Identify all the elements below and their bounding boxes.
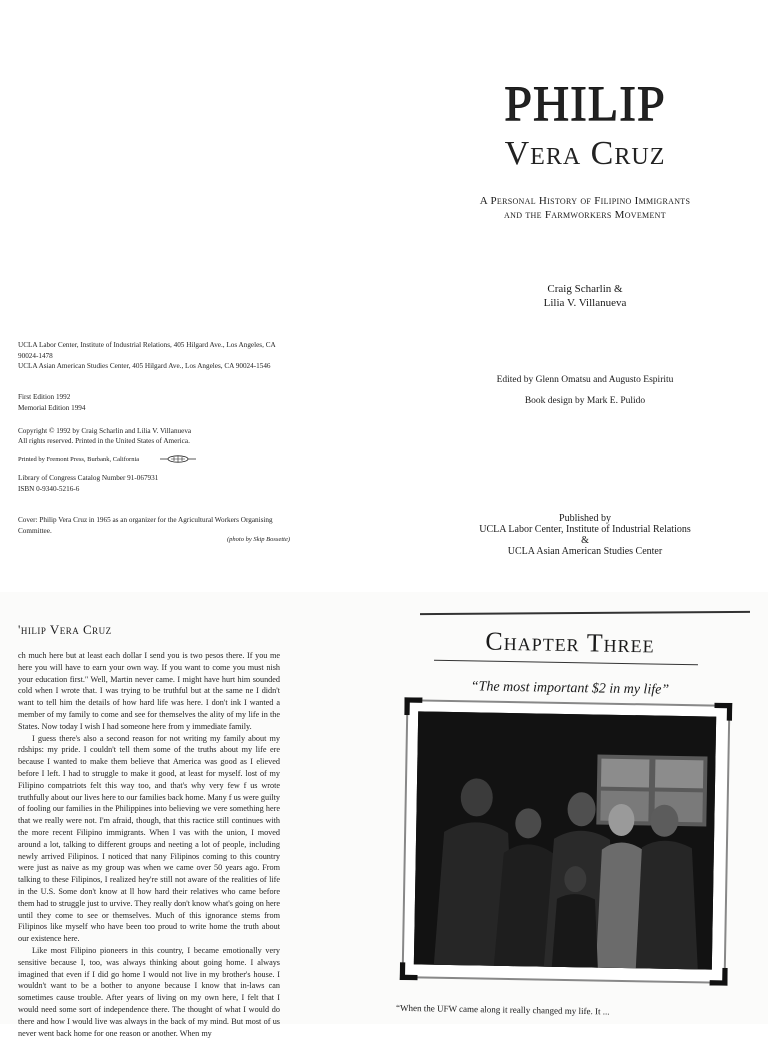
copyright-address-labor-center: UCLA Labor Center, Institute of Industrial Relations, 405 Hilgard Ave., Los Angeles, CA 90024-1478 <box>18 341 276 360</box>
book-subtitle-line1: A Personal History of Filipino Immigrants <box>479 195 691 207</box>
body-text <box>18 650 280 1039</box>
author-line1: Craig Scharlin & <box>547 283 623 295</box>
photo-corner-bottom-right <box>710 968 728 986</box>
copyright-notice: Copyright © 1992 by Craig Scharlin and Lilia V. Villanueva <box>18 427 192 435</box>
cover-description: Cover: Philip Vera Cruz in 1965 as an organizer for the Agricultural Workers Organising Committee. <box>18 516 273 535</box>
printer-notice: Printed by Fremont Press, Burbank, California <box>18 456 140 463</box>
chapter-rule <box>434 660 698 666</box>
publisher-aasc: UCLA Asian American Studies Center <box>507 546 663 557</box>
body-paragraph-3: Like most Filipino pioneers in this country, I became emotionally very sensitive because I, too, was always thinking about going home. I always imagined that even if I did go home I would not live in my brother's house. I wouldn't want to be a bother to anyone because I know that in-laws can sometimes cause trouble. After years of living on my own here, I felt that I would need some sort of independence there. The thought of what I would do there and how I would live was always in the back of my mind. But most of us never went back home for one reason or another. When my <box>18 945 280 1038</box>
group-photo-image <box>414 711 716 969</box>
rights-notice: All rights reserved. Printed in the United States of America. <box>18 437 190 445</box>
photo-corner-top-right <box>714 703 732 721</box>
book-design: Book design by Mark E. Pulido <box>524 396 646 406</box>
publisher-labor-center: UCLA Labor Center, Institute of Industrial Relations <box>479 524 691 535</box>
photo-caption: “When the UFW came along it really changed my life. It ... <box>395 1002 610 1017</box>
chapter-title: Chapter Three <box>485 626 655 659</box>
book-subtitle-line2: and the Farmworkers Movement <box>504 209 666 221</box>
photo-corner-bottom-left <box>400 962 418 980</box>
loc-catalog-number: Library of Congress Catalog Number 91-067931 <box>18 474 159 482</box>
copyright-address-aasc: UCLA Asian American Studies Center, 405 Hilgard Ave., Los Angeles, CA 90024-1546 <box>18 362 271 370</box>
top-rule <box>420 611 750 615</box>
photo-credit: (photo by Skip Bossette) <box>227 536 290 543</box>
isbn: ISBN 0-9340-5216-6 <box>18 485 80 493</box>
chapter-photo-frame <box>402 699 731 984</box>
book-title-line1 <box>430 74 740 132</box>
body-paragraph-1: ch much here but at least each dollar I send you is two pesos there. If you me here you will have to earn your own way. If you want to come you must nish your education first." Well, Martin never came. I might have hurt him sounded cold when I wrote that. I was trying to be truthful but at the same ne I didn't want to tell him the details of how hard life was here. I don't ink I wanted a member of my family to come and see for themselves the ality of my life in the States. Now today I wish I had someone here from y immediate family. <box>18 651 280 731</box>
author-line2: Lilia V. Villanueva <box>543 297 627 309</box>
edited-by: Edited by Glenn Omatsu and Augusto Espiritu <box>496 375 674 385</box>
publisher-ampersand: & <box>581 535 589 546</box>
first-edition: First Edition 1992 <box>18 393 71 401</box>
memorial-edition: Memorial Edition 1994 <box>18 404 86 412</box>
book-title-philip: PHILIP <box>504 75 666 131</box>
press-ornament-icon <box>160 455 196 463</box>
body-paragraph-2: I guess there's also a second reason for not writing my family about my rdships: my pride. I couldn't tell them some of the truths about my life ere because I wanted to make them believe that America was good as I elieved before I left. I had to struggle to make it good, at least for myself. lost of my Filipino compatriots felt this way too, and that's why very few f us wrote truthfully about our lives here to our families back home. Many f us were guilty of fooling our families in the Philippines into believing we vere something here that we really were not. I'm afraid, though, that this ractice still continues with the more recent Filipino immigrants. When I vas with the union, I moved around a lot, talking to different groups and neeting a lot of people, including newly arrived Filipinos. I noticed that nany Filipinos coming to this country were just as naive as my group was when we came over 50 years ago. From talking to these Filipinos, I realized hey're still not aware of the realities of life in the U.S. Some don't know at ll how hard their relatives who came before them had to struggle just to urvive. They really don't know what's going on here until they come to see or themselves. Much of this ignorance stems from Filipinos like myself who have been too proud to write home the truth about our existence here. <box>18 733 280 944</box>
chapter-epigraph: “The most important $2 in my life” <box>470 679 670 698</box>
book-title-line2: Vera Cruz <box>504 135 666 172</box>
group-photo <box>414 711 716 969</box>
running-head: 'hilip Vera Cruz <box>18 622 112 637</box>
bottom-spread <box>0 592 768 1038</box>
published-by: Published by <box>559 513 611 524</box>
